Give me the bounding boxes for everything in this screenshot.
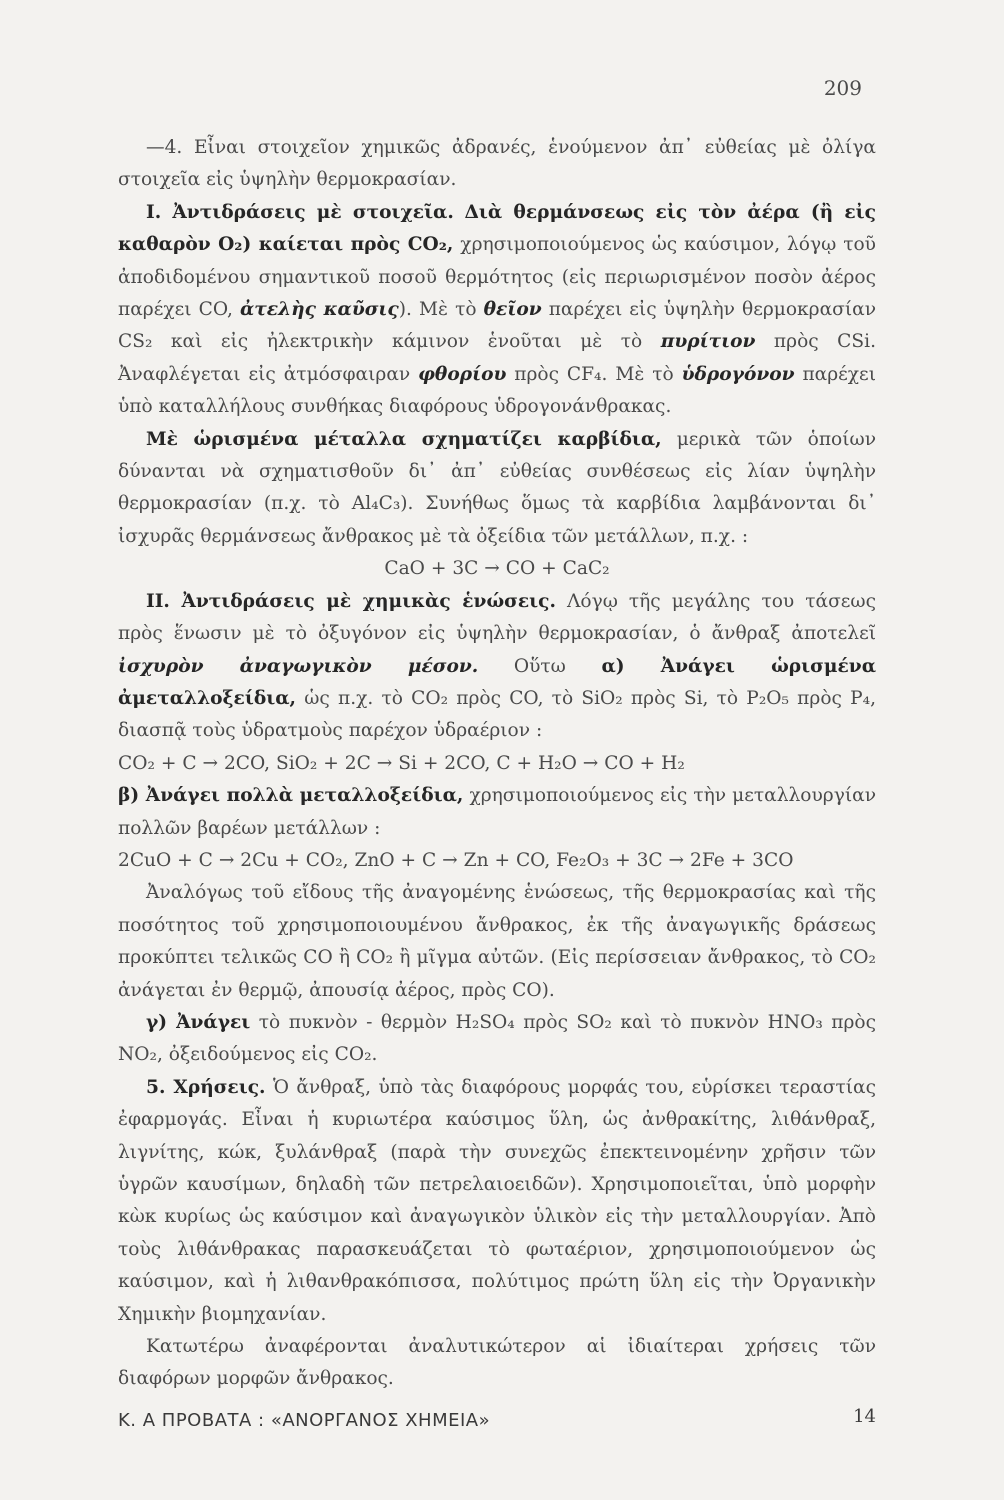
- term-reducing-agent: ἰσχυρὸν ἀναγωγικὸν μέσον.: [118, 655, 479, 677]
- paragraph-metal-oxides: [118, 780, 876, 845]
- paragraph-section-4: —4. Εἶναι στοιχεῖον χημικῶς ἀδρανές, ἑνούμενον ἀπ᾽ εὐθείας μὲ ὀλίγα στοιχεῖα εἰς ὑψηλὴν θερμοκρασίαν.: [118, 137, 876, 191]
- text-run: ). Μὲ τὸ: [398, 299, 484, 321]
- text-run: πρὸς CF₄. Μὲ τὸ: [506, 363, 682, 385]
- paragraph-uses: [118, 1072, 876, 1331]
- text-run: Ὁ ἄνθραξ, ὑπὸ τὰς διαφόρους μορφάς του, εὑρίσκει τεραστίας ἐφαρμογάς. Εἶναι ἡ κυριωτέρα καύσιμος ὕλη, ὡς ἀνθρακίτης, λιθάνθραξ, λιγνίτης, κώκ, ξυλάνθραξ (παρὰ τὴν συνεχῶς ἐπεκτεινομένην χρῆσιν τῶν ὑγρῶν καυσίμων, δηλαδὴ τῶν πετρελαιοειδῶν). Χρησιμοποιεῖται, ὑπὸ μορφὴν κὼκ κυρίως ὡς καύσιμον καὶ ἀναγωγικὸν ὑλικὸν εἰς τὴν μεταλλουργίαν. Ἀπὸ τοὺς λιθάνθρακας παρασκευάζεται τὸ φωταέριον, χρησιμοποιούμενον ὡς καύσιμον, καὶ ἡ λιθανθρακόπισσα, πολύτιμος πρώτη ὕλη εἰς τὴν Ὀργανικὴν Χημικὴν βιομηχανίαν.: [118, 1076, 876, 1325]
- paragraph-analogy: Ἀναλόγως τοῦ εἴδους τῆς ἀναγομένης ἑνώσεως, τῆς θερμοκρασίας καὶ τῆς ποσότητος τοῦ χρησιμοποιουμένου ἄνθρακος, ἐκ τῆς ἀναγωγικῆς δράσεως προκύπτει τελικῶς CO ἢ CO₂ ἢ μῖγμα αὐτῶν. (Εἰς περίσσειαν ἄνθρακος, τὸ CO₂ ἀνάγεται ἐν θερμῷ, ἀπουσίᾳ ἀέρος, πρὸς CO).: [118, 882, 876, 1001]
- text-run: χρησιμοποιούμενος ὡς καύσιμον, λόγῳ τοῦ ἀποδιδομένου σημαντικοῦ ποσοῦ θερμότητος (εἰς περιωρισμένον ποσὸν ἀέρος παρέχει CO,: [118, 234, 876, 321]
- heading-reactions-elements: Ι. Ἀντιδράσεις μὲ στοιχεῖα.: [146, 201, 454, 223]
- text-run: Οὕτω: [478, 655, 602, 677]
- formula-nonmetal-oxides: CO₂ + C → 2CO, SiO₂ + 2C → Si + 2CO, C + H₂O → CO + H₂: [118, 752, 685, 774]
- term-pyritio: πυρίτιον: [660, 331, 756, 353]
- text-run: χρησιμοποιούμενος εἰς τὴν μεταλλουργίαν πολλῶν βαρέων μετάλλων :: [118, 785, 876, 839]
- bold-carbides: Μὲ ὡρισμένα μέταλλα σχηματίζει καρβίδια,: [146, 428, 662, 450]
- page-body: [118, 132, 876, 1396]
- paragraph-reactions-elements: [118, 197, 876, 424]
- formula-metal-oxides: 2CuO + C → 2Cu + CO₂, ZnO + C → Zn + CO, Fe₂O₃ + 3C → 2Fe + 3CO: [118, 849, 794, 871]
- formula-carbide: CaO + 3C → CO + CaC₂: [384, 558, 610, 580]
- term-fthorio: φθορίου: [418, 363, 507, 385]
- bold-reduces: γ) Ἀνάγει: [146, 1011, 251, 1033]
- bold-metal-oxides: β) Ἀνάγει πολλὰ μεταλλοξείδια,: [118, 785, 464, 807]
- text-run: μερικὰ τῶν ὁποίων δύνανται νὰ σχηματισθοῦν δι᾽ ἀπ᾽ εὐθείας συνθέσεως εἰς λίαν ὑψηλὴν θερμοκρασίαν (π.χ. τὸ Al₄C₃). Συνήθως ὅμως τὰ καρβίδια λαμβάνονται δι᾽ ἰσχυρᾶς θερμάνσεως ἄνθρακος μὲ τὰ ὀξείδια τῶν μετάλλων, π.χ. :: [118, 428, 877, 547]
- text-run: πρὸς CSi. Ἀναφλέγεται εἰς ἀτμόσφαιραν: [118, 331, 876, 385]
- footer-signature-number: 14: [853, 1406, 876, 1427]
- bold-air-combustion: Διὰ θερμάνσεως εἰς τὸν ἀέρα (ἢ εἰς καθαρὸν O₂) καίεται πρὸς CO₂,: [118, 201, 876, 256]
- footer-book-title: Κ. Α ΠΡΟΒΑΤΑ : «ΑΝΟΡΓΑΝΟΣ ΧΗΜΕΙΑ»: [118, 1410, 491, 1431]
- heading-reactions-compounds: ΙΙ. Ἀντιδράσεις μὲ χημικὰς ἑνώσεις.: [146, 590, 556, 612]
- text-run: παρέχει εἰς ὑψηλὴν θερμοκρασίαν CS₂ καὶ εἰς ἠλεκτρικὴν κάμινον ἑνοῦται μὲ τὸ: [118, 299, 876, 353]
- bold-nonmetal-oxides: α) Ἀνάγει ὡρισμένα ἀμεταλλοξείδια,: [118, 655, 876, 709]
- text-run: τὸ πυκνὸν - θερμὸν H₂SO₄ πρὸς SO₂ καὶ τὸ πυκνὸν HNO₃ πρὸς NO₂, ὀξειδούμενος εἰς CO₂.: [118, 1011, 876, 1066]
- text-run: παρέχει ὑπὸ καταλλήλους συνθήκας διαφόρους ὑδρογονάνθρακας.: [118, 363, 876, 418]
- text-run: Λόγῳ τῆς μεγάλης του τάσεως πρὸς ἕνωσιν μὲ τὸ ὀξυγόνον εἰς ὑψηλὴν θερμοκρασίαν, ὁ ἄνθραξ ἀποτελεῖ: [118, 590, 876, 645]
- page-number: 209: [823, 76, 862, 100]
- heading-uses: 5. Χρήσεις.: [146, 1076, 266, 1098]
- paragraph-closing: Κατωτέρω ἀναφέρονται ἀναλυτικώτερον αἱ ἰδιαίτεραι χρήσεις τῶν διαφόρων μορφῶν ἄνθρακος.: [118, 1336, 876, 1390]
- text-run: ὡς π.χ. τὸ CO₂ πρὸς CO, τὸ SiO₂ πρὸς Si, τὸ P₂O₅ πρὸς P₄, διασπᾷ τοὺς ὑδρατμοὺς παρέχον ὑδραέριον :: [118, 687, 876, 742]
- paragraph-carbides: [118, 424, 876, 554]
- term-ydrogono: ὑδρογόνον: [681, 363, 795, 385]
- term-theion: θεῖον: [483, 299, 542, 321]
- paragraph-sulfuric: [118, 1007, 876, 1072]
- paragraph-compounds: [118, 586, 876, 748]
- term-atelis-kausis: ἀτελὴς καῦσις: [239, 299, 399, 321]
